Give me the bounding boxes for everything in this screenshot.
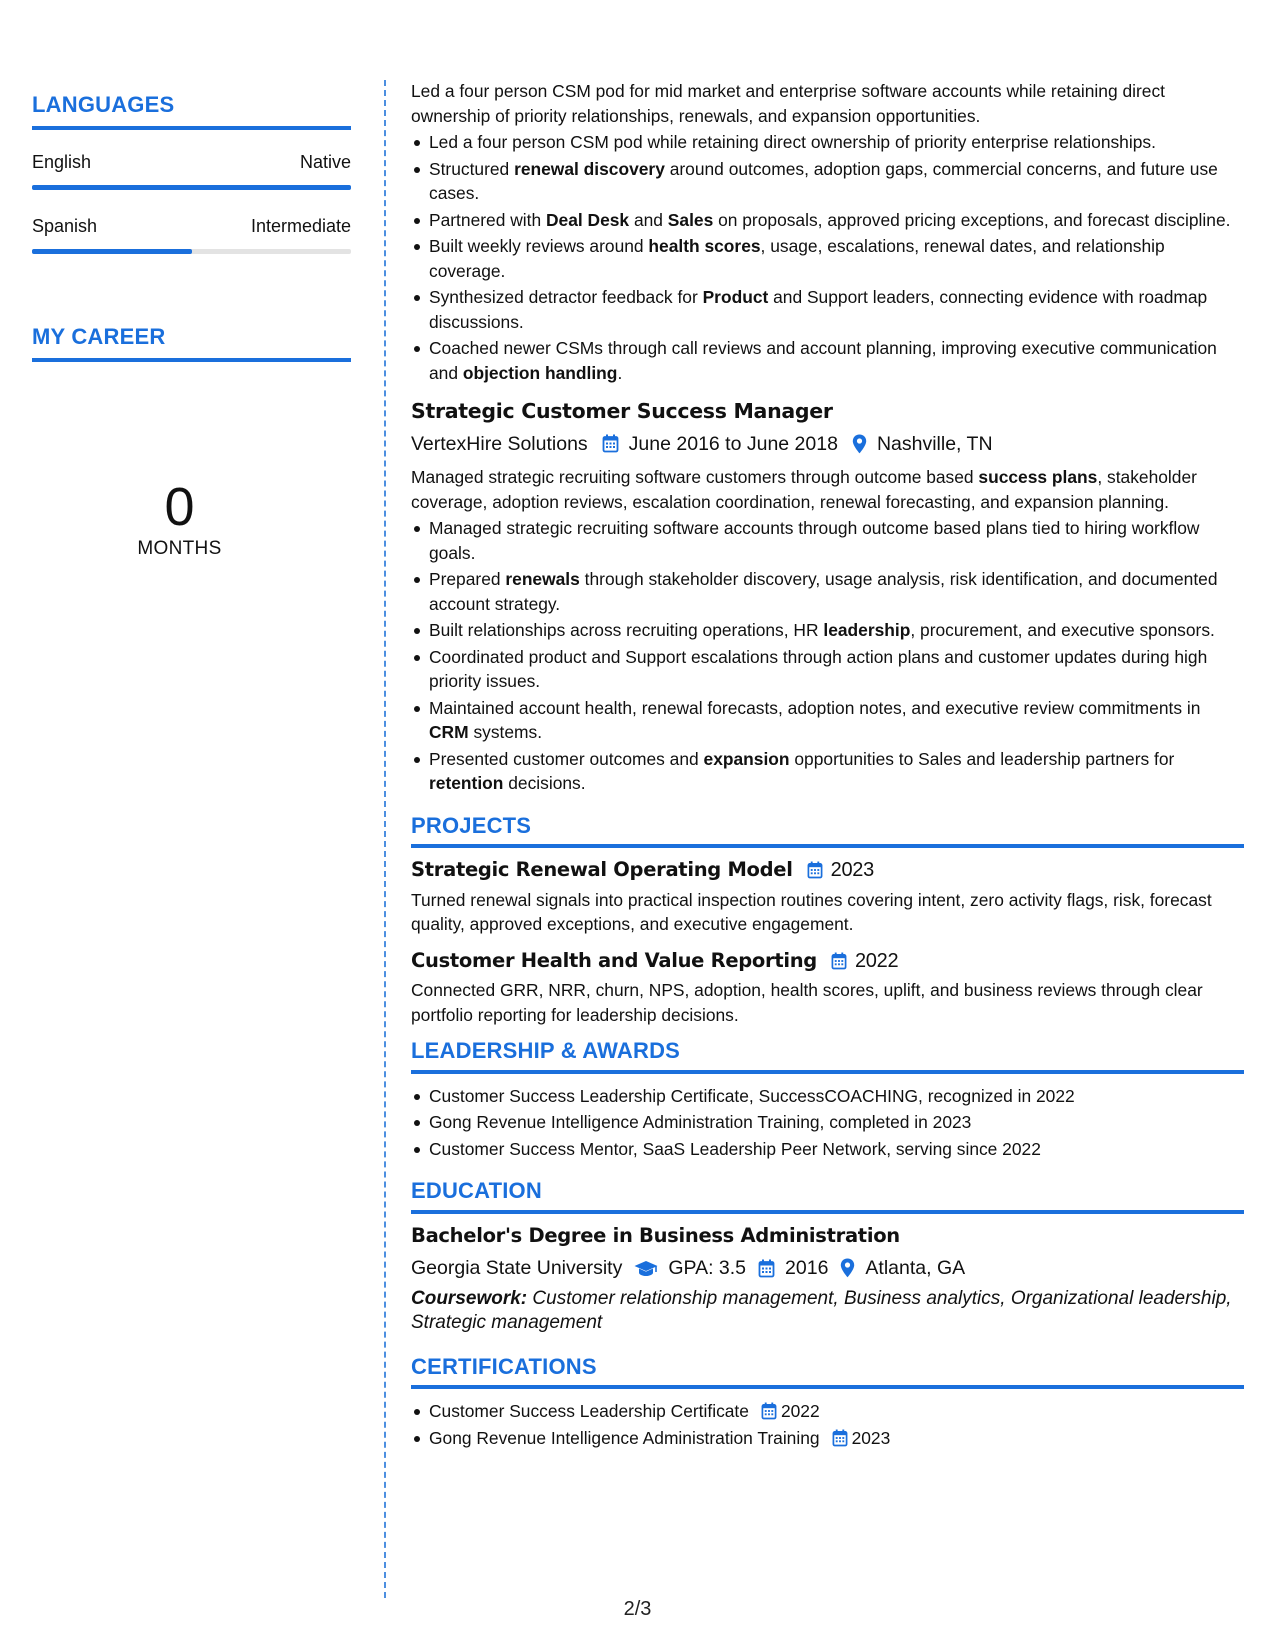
certifications-section bbox=[411, 1355, 1244, 1451]
job1-bullets bbox=[411, 130, 1244, 385]
text-segment: Prepared bbox=[429, 569, 506, 589]
project-header bbox=[411, 858, 1244, 883]
language-name: Spanish bbox=[32, 216, 98, 236]
bullet-item bbox=[411, 336, 1244, 385]
certification-name: Customer Success Leadership Certificate bbox=[429, 1401, 749, 1421]
projects-section bbox=[411, 814, 1244, 1028]
project-description: Connected GRR, NRR, churn, NPS, adoption, health scores, uplift, and business reviews through clear portfolio reporting for leadership decisions. bbox=[411, 980, 1203, 1025]
education-section bbox=[411, 1179, 1244, 1335]
section-rule bbox=[411, 1070, 1244, 1074]
bold-keyword: Sales bbox=[667, 209, 714, 230]
text-segment: through stakeholder discovery, usage analysis, risk identification, and documented account strategy. bbox=[429, 569, 1218, 614]
project-name: Strategic Renewal Operating Model bbox=[411, 858, 793, 881]
career-duration bbox=[32, 477, 327, 560]
bold-keyword: objection handling bbox=[462, 362, 618, 383]
bold-keyword: retention bbox=[429, 773, 504, 793]
text-segment: Coordinated product and Support escalations through action plans and customer updates during high priority issues. bbox=[429, 646, 1208, 691]
language-name: English bbox=[32, 152, 92, 172]
award-item: Gong Revenue Intelligence Administration Training, completed in 2023 bbox=[411, 1110, 1244, 1135]
job-title: Strategic Customer Success Manager bbox=[411, 399, 833, 423]
calendar-icon bbox=[831, 952, 847, 970]
project-name: Customer Health and Value Reporting bbox=[411, 948, 817, 972]
languages-section bbox=[32, 92, 351, 254]
calendar-icon bbox=[761, 1402, 777, 1420]
job2-bullets bbox=[411, 516, 1244, 796]
bullet-item bbox=[411, 618, 1244, 643]
text-segment: Led a four person CSM pod while retaining direct ownership of priority enterprise relationships. bbox=[429, 132, 1156, 152]
text-segment: , stakeholder coverage, adoption reviews, escalation coordination, renewal forecasting, and expansion planning. bbox=[411, 467, 1197, 512]
job-summary bbox=[411, 465, 1244, 514]
job-dates: June 2016 to June 2018 bbox=[628, 432, 838, 455]
project-item bbox=[411, 858, 1244, 937]
coursework-label: Coursework: bbox=[411, 1287, 528, 1309]
education-meta bbox=[411, 1256, 1244, 1281]
awards-list bbox=[411, 1084, 1244, 1162]
bullet-item bbox=[411, 130, 1244, 155]
proficiency-bar bbox=[32, 185, 351, 190]
project-list bbox=[411, 858, 1244, 1027]
school-location: Atlanta, GA bbox=[865, 1257, 966, 1279]
sidebar bbox=[32, 92, 351, 560]
text-segment: and bbox=[629, 209, 668, 230]
text-segment: Built weekly reviews around bbox=[429, 236, 649, 256]
education-title: EDUCATION bbox=[411, 1178, 542, 1203]
text-segment: Synthesized detractor feedback for bbox=[429, 287, 703, 307]
text-segment: on proposals, approved pricing exceptions, and forecast discipline. bbox=[713, 209, 1231, 230]
calendar-icon bbox=[602, 434, 619, 453]
coursework bbox=[411, 1287, 1244, 1335]
main-content bbox=[411, 79, 1244, 1452]
language-item bbox=[32, 152, 351, 190]
certification-name: Gong Revenue Intelligence Administration Training bbox=[429, 1427, 820, 1448]
language-list bbox=[32, 152, 351, 254]
bullet-item bbox=[411, 747, 1244, 796]
graduation-year: 2016 bbox=[785, 1257, 829, 1279]
text-segment: Coached newer CSMs through call reviews and account planning, improving executive communication and bbox=[429, 338, 1217, 383]
award-item: Customer Success Leadership Certificate, SuccessCOACHING, recognized in 2022 bbox=[411, 1084, 1244, 1109]
calendar-icon bbox=[758, 1259, 775, 1278]
language-level: Native bbox=[299, 152, 351, 172]
bullet-item bbox=[411, 696, 1244, 745]
months-label: MONTHS bbox=[137, 538, 222, 559]
school-name: Georgia State University bbox=[411, 1257, 623, 1279]
bold-keyword: Deal Desk bbox=[545, 209, 630, 230]
text-segment: Built relationships across recruiting operations, HR bbox=[429, 620, 824, 640]
languages-title: LANGUAGES bbox=[32, 92, 175, 117]
certification-row bbox=[429, 1399, 1244, 1424]
calendar-icon bbox=[832, 1429, 848, 1447]
calendar-icon bbox=[807, 861, 823, 879]
bullet-item bbox=[411, 567, 1244, 616]
section-rule bbox=[411, 1210, 1244, 1214]
section-rule bbox=[32, 126, 351, 130]
project-year: 2023 bbox=[830, 859, 874, 881]
text-segment: decisions. bbox=[503, 773, 586, 793]
certification-item bbox=[411, 1426, 1244, 1451]
bold-keyword: success plans bbox=[978, 467, 1098, 487]
text-segment: and Support leaders, connecting evidence with roadmap discussions. bbox=[429, 287, 1208, 332]
text-segment: Partnered with bbox=[429, 209, 546, 230]
bullet-item bbox=[411, 285, 1244, 334]
job-entry bbox=[411, 399, 1244, 796]
text-segment: , procurement, and executive sponsors. bbox=[910, 620, 1215, 640]
text-segment: around outcomes, adoption gaps, commercial concerns, and future use cases. bbox=[429, 158, 1218, 203]
certification-row bbox=[429, 1426, 1244, 1451]
language-row bbox=[32, 216, 351, 237]
certification-item bbox=[411, 1399, 1244, 1424]
bullet-item bbox=[411, 516, 1244, 565]
text-segment: opportunities to Sales and leadership partners for bbox=[789, 748, 1175, 769]
page-number: 2/3 bbox=[623, 1598, 652, 1620]
text-segment: , usage, escalations, renewal dates, and relationship coverage. bbox=[429, 236, 1165, 281]
certification-year: 2023 bbox=[851, 1427, 891, 1448]
location-pin-icon bbox=[852, 434, 867, 454]
section-rule bbox=[32, 358, 351, 362]
proficiency-bar bbox=[32, 249, 351, 254]
awards-section bbox=[411, 1039, 1244, 1161]
months-value: 0 bbox=[164, 477, 195, 537]
text-segment: Managed strategic recruiting software accounts through outcome based plans tied to hiring workflow goals. bbox=[429, 518, 1200, 563]
certifications-title: CERTIFICATIONS bbox=[411, 1353, 597, 1379]
job-location: Nashville, TN bbox=[876, 432, 993, 455]
project-item bbox=[411, 949, 1244, 1028]
bold-keyword: renewals bbox=[505, 569, 580, 589]
bullet-item bbox=[411, 208, 1244, 233]
text-segment: Maintained account health, renewal forecasts, adoption notes, and executive review commitments in bbox=[429, 697, 1201, 718]
text-segment: . bbox=[617, 362, 623, 383]
proficiency-fill bbox=[32, 249, 192, 254]
career-section bbox=[32, 324, 351, 560]
certification-year: 2022 bbox=[780, 1401, 820, 1421]
location-pin-icon bbox=[840, 1258, 855, 1278]
award-item: Customer Success Mentor, SaaS Leadership Peer Network, serving since 2022 bbox=[411, 1137, 1244, 1162]
bullet-item bbox=[411, 157, 1244, 206]
coursework-list: Customer relationship management, Business analytics, Organizational leadership, Strategic management bbox=[411, 1287, 1232, 1333]
job-meta bbox=[411, 432, 1244, 457]
text-segment: Managed strategic recruiting software customers through outcome based bbox=[411, 467, 979, 487]
section-rule bbox=[411, 844, 1244, 848]
bold-keyword: CRM bbox=[429, 722, 469, 742]
section-rule bbox=[411, 1385, 1244, 1389]
job-intro: Led a four person CSM pod for mid market and enterprise software accounts while retaining direct ownership of priority relationships, renewals, and expansion opportunities. bbox=[411, 81, 1165, 126]
projects-title: PROJECTS bbox=[411, 812, 532, 838]
language-row bbox=[32, 152, 351, 173]
language-item bbox=[32, 216, 351, 254]
gpa: GPA: 3.5 bbox=[668, 1257, 747, 1279]
career-title: MY CAREER bbox=[32, 324, 166, 349]
awards-title: LEADERSHIP & AWARDS bbox=[411, 1038, 681, 1063]
bold-keyword: renewal discovery bbox=[514, 158, 665, 179]
bold-keyword: expansion bbox=[703, 748, 790, 769]
proficiency-fill bbox=[32, 185, 351, 190]
bold-keyword: Product bbox=[702, 287, 769, 307]
graduation-cap-icon bbox=[634, 1260, 658, 1277]
language-level: Intermediate bbox=[250, 216, 351, 236]
project-year: 2022 bbox=[854, 949, 899, 972]
text-segment: systems. bbox=[468, 722, 543, 742]
certifications-list bbox=[411, 1399, 1244, 1450]
text-segment: Structured bbox=[429, 158, 515, 179]
company-name: VertexHire Solutions bbox=[411, 432, 588, 455]
bold-keyword: leadership bbox=[823, 620, 911, 640]
text-segment: Presented customer outcomes and bbox=[429, 748, 704, 769]
bullet-item bbox=[411, 645, 1244, 694]
bullet-item bbox=[411, 234, 1244, 283]
project-header bbox=[411, 949, 1244, 974]
degree-title: Bachelor's Degree in Business Administration bbox=[411, 1223, 900, 1247]
column-divider bbox=[384, 80, 386, 1598]
project-description: Turned renewal signals into practical inspection routines covering intent, zero activity flags, risk, forecast quality, approved exceptions, and executive engagement. bbox=[411, 889, 1212, 934]
bold-keyword: health scores bbox=[648, 236, 761, 256]
